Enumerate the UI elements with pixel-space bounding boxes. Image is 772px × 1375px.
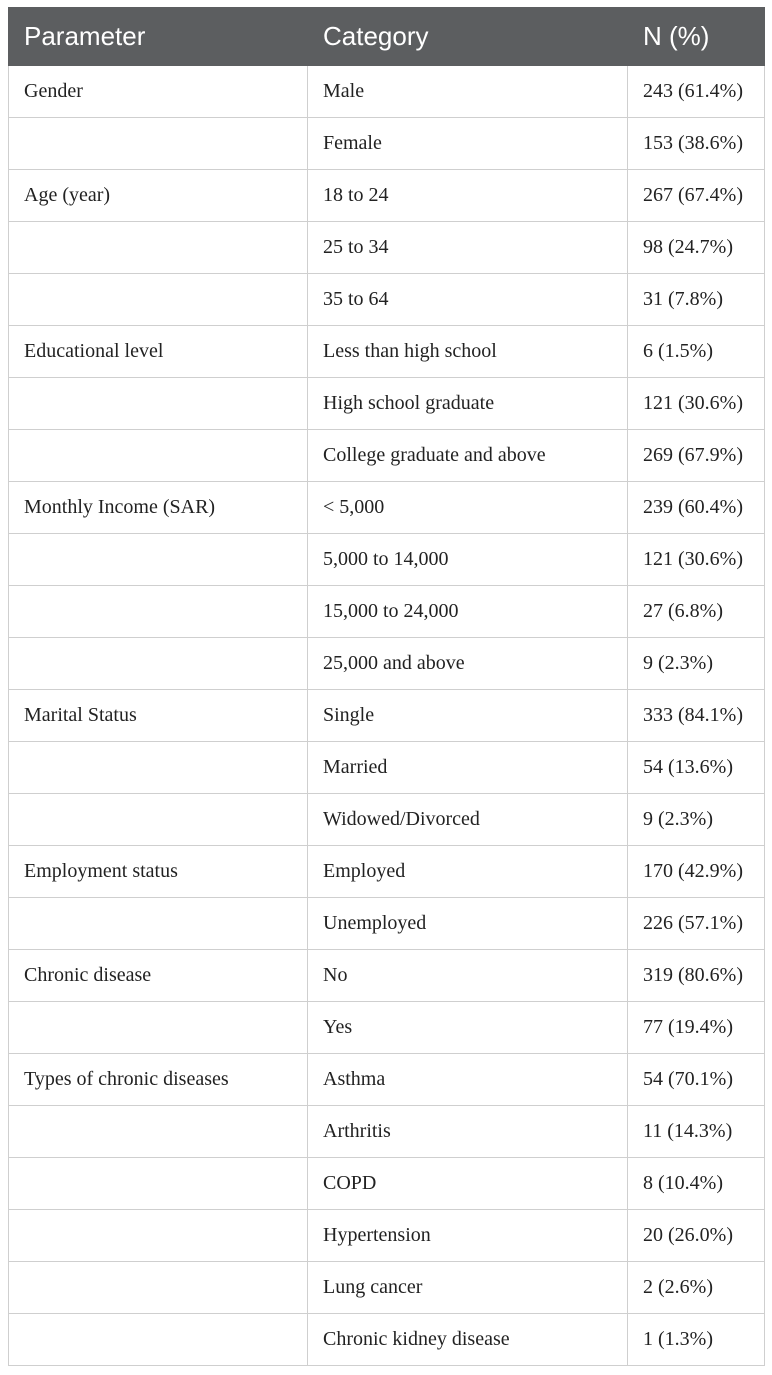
cell-n-percent: 20 (26.0%) [628, 1210, 765, 1262]
cell-category: Hypertension [308, 1210, 628, 1262]
cell-parameter: Employment status [9, 846, 308, 898]
cell-n-percent: 243 (61.4%) [628, 66, 765, 118]
cell-parameter [9, 1210, 308, 1262]
cell-n-percent: 121 (30.6%) [628, 534, 765, 586]
cell-n-percent: 2 (2.6%) [628, 1262, 765, 1314]
cell-n-percent: 6 (1.5%) [628, 326, 765, 378]
cell-category: Unemployed [308, 898, 628, 950]
table-row [9, 326, 765, 378]
table-row [9, 690, 765, 742]
cell-n-percent: 9 (2.3%) [628, 638, 765, 690]
table-row [9, 742, 765, 794]
table-header [9, 8, 765, 66]
cell-category: Less than high school [308, 326, 628, 378]
cell-parameter: Types of chronic diseases [9, 1054, 308, 1106]
table-row [9, 1002, 765, 1054]
cell-category: Male [308, 66, 628, 118]
cell-n-percent: 121 (30.6%) [628, 378, 765, 430]
cell-parameter [9, 534, 308, 586]
cell-category: Female [308, 118, 628, 170]
cell-category: Widowed/Divorced [308, 794, 628, 846]
cell-category: Single [308, 690, 628, 742]
cell-parameter [9, 1262, 308, 1314]
cell-n-percent: 226 (57.1%) [628, 898, 765, 950]
cell-n-percent: 27 (6.8%) [628, 586, 765, 638]
cell-category: < 5,000 [308, 482, 628, 534]
table-row [9, 586, 765, 638]
table-row [9, 950, 765, 1002]
cell-parameter [9, 898, 308, 950]
cell-parameter [9, 378, 308, 430]
cell-n-percent: 153 (38.6%) [628, 118, 765, 170]
table-row [9, 118, 765, 170]
cell-n-percent: 8 (10.4%) [628, 1158, 765, 1210]
table-row [9, 1106, 765, 1158]
table-row [9, 898, 765, 950]
cell-parameter [9, 1002, 308, 1054]
cell-parameter [9, 742, 308, 794]
cell-n-percent: 31 (7.8%) [628, 274, 765, 326]
cell-n-percent: 319 (80.6%) [628, 950, 765, 1002]
cell-parameter: Age (year) [9, 170, 308, 222]
table-row [9, 794, 765, 846]
cell-parameter [9, 638, 308, 690]
cell-n-percent: 54 (70.1%) [628, 1054, 765, 1106]
cell-parameter [9, 1158, 308, 1210]
cell-n-percent: 11 (14.3%) [628, 1106, 765, 1158]
header-parameter: Parameter [9, 8, 308, 66]
table-row [9, 430, 765, 482]
cell-n-percent: 1 (1.3%) [628, 1314, 765, 1366]
cell-parameter: Monthly Income (SAR) [9, 482, 308, 534]
table-row [9, 1054, 765, 1106]
table-body [9, 66, 765, 1366]
table-row [9, 66, 765, 118]
demographics-table [8, 7, 765, 1366]
cell-n-percent: 77 (19.4%) [628, 1002, 765, 1054]
table-row [9, 170, 765, 222]
cell-category: 5,000 to 14,000 [308, 534, 628, 586]
cell-category: High school graduate [308, 378, 628, 430]
cell-parameter: Gender [9, 66, 308, 118]
table-row [9, 1210, 765, 1262]
cell-parameter [9, 794, 308, 846]
cell-n-percent: 333 (84.1%) [628, 690, 765, 742]
cell-n-percent: 170 (42.9%) [628, 846, 765, 898]
cell-category: Asthma [308, 1054, 628, 1106]
cell-category: College graduate and above [308, 430, 628, 482]
cell-category: 35 to 64 [308, 274, 628, 326]
table-row [9, 274, 765, 326]
cell-category: 15,000 to 24,000 [308, 586, 628, 638]
cell-category: Employed [308, 846, 628, 898]
cell-parameter [9, 1106, 308, 1158]
header-n-percent: N (%) [628, 8, 765, 66]
cell-n-percent: 98 (24.7%) [628, 222, 765, 274]
cell-parameter [9, 274, 308, 326]
cell-parameter [9, 430, 308, 482]
cell-parameter [9, 586, 308, 638]
cell-category: 25,000 and above [308, 638, 628, 690]
table-row [9, 638, 765, 690]
header-category: Category [308, 8, 628, 66]
cell-parameter [9, 118, 308, 170]
cell-n-percent: 269 (67.9%) [628, 430, 765, 482]
cell-parameter [9, 222, 308, 274]
cell-n-percent: 54 (13.6%) [628, 742, 765, 794]
cell-category: COPD [308, 1158, 628, 1210]
cell-parameter [9, 1314, 308, 1366]
cell-category: 25 to 34 [308, 222, 628, 274]
table-row [9, 534, 765, 586]
cell-category: No [308, 950, 628, 1002]
cell-parameter: Chronic disease [9, 950, 308, 1002]
cell-parameter: Educational level [9, 326, 308, 378]
cell-parameter: Marital Status [9, 690, 308, 742]
table-row [9, 482, 765, 534]
cell-category: Yes [308, 1002, 628, 1054]
cell-category: Chronic kidney disease [308, 1314, 628, 1366]
cell-n-percent: 239 (60.4%) [628, 482, 765, 534]
table-row [9, 1262, 765, 1314]
table-row [9, 1314, 765, 1366]
cell-category: Arthritis [308, 1106, 628, 1158]
table-row [9, 222, 765, 274]
table-row [9, 1158, 765, 1210]
table-row [9, 846, 765, 898]
cell-n-percent: 9 (2.3%) [628, 794, 765, 846]
table-row [9, 378, 765, 430]
header-row [9, 8, 765, 66]
cell-category: Married [308, 742, 628, 794]
cell-category: 18 to 24 [308, 170, 628, 222]
cell-n-percent: 267 (67.4%) [628, 170, 765, 222]
cell-category: Lung cancer [308, 1262, 628, 1314]
